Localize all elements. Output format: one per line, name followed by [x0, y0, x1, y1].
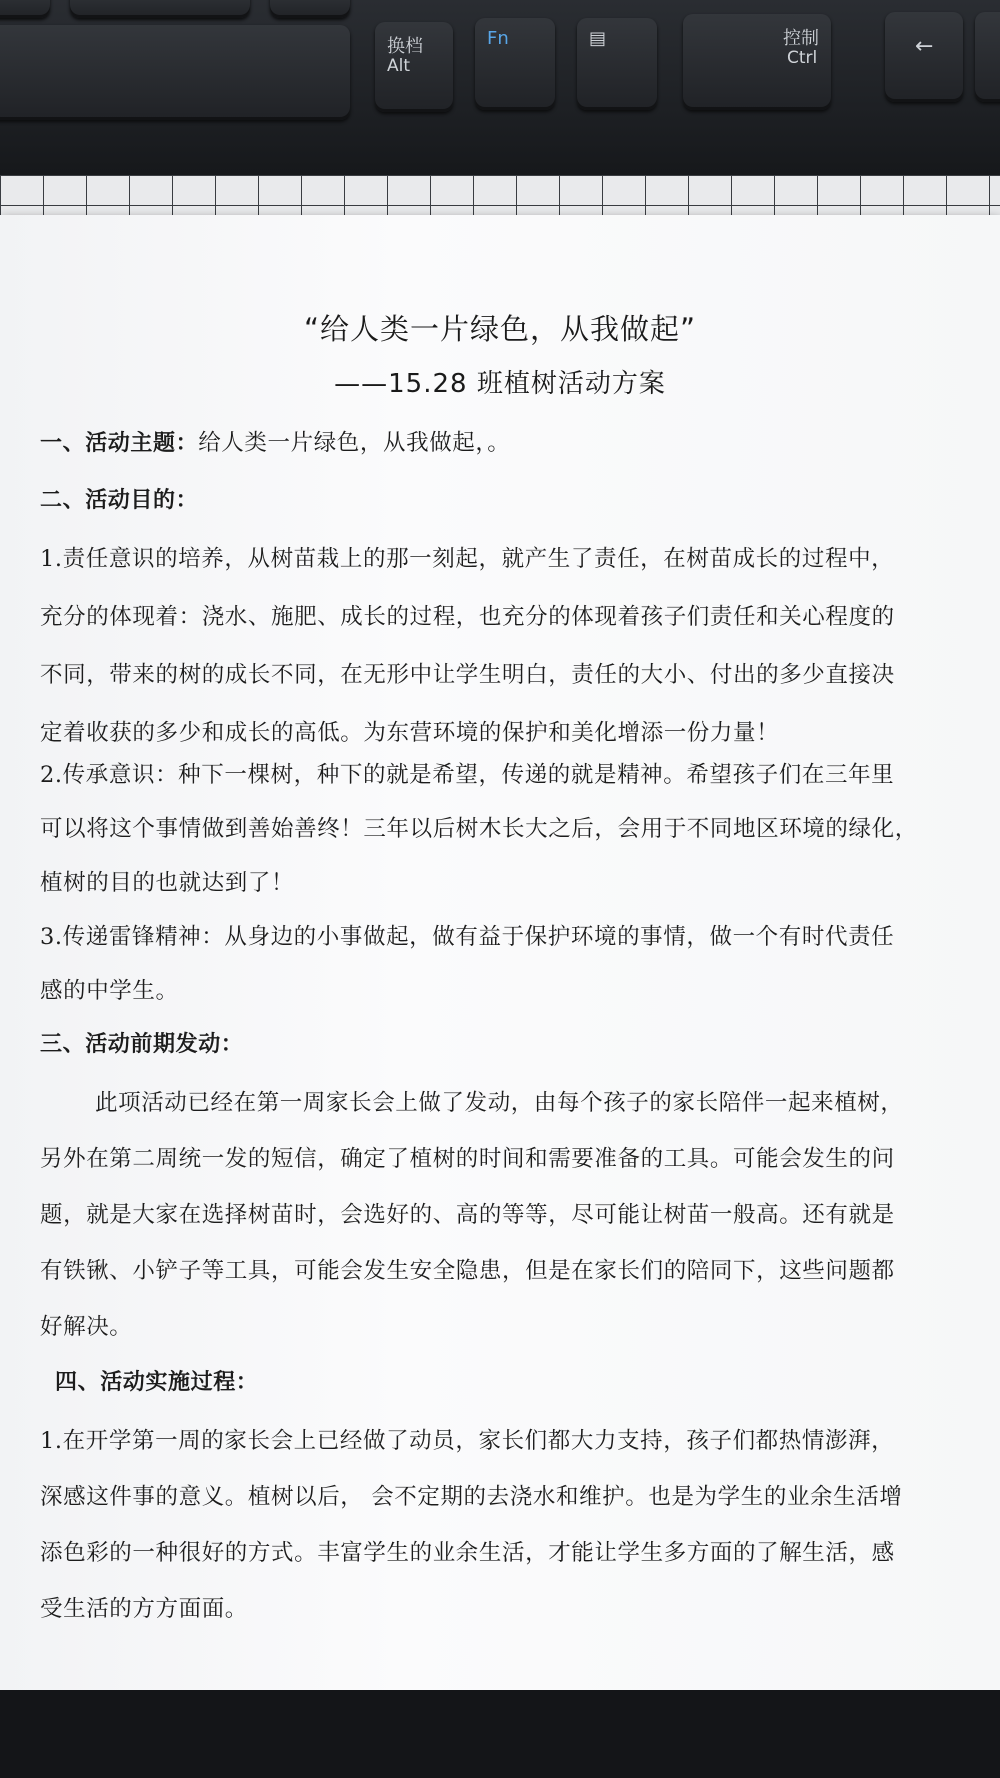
paragraph-line: 定着收获的多少和成长的高低。为东营环境的保护和美化增添一份力量！ [40, 720, 780, 746]
paragraph-line: 感的中学生。 [40, 978, 179, 1004]
document-title: “给人类一片绿色，从我做起” [303, 312, 697, 346]
paragraph-line: 1.在开学第一周的家长会上已经做了动员，家长们都大力支持，孩子们都热情澎湃， [40, 1428, 895, 1454]
paragraph-line: 3.传递雷锋精神：从身边的小事做起，做有益于保护环境的事情，做一个有时代责任 [40, 924, 895, 950]
alt-key [375, 22, 453, 112]
key-space-bar [0, 25, 350, 120]
section1-text: 给人类一片绿色，从我做起，。 [198, 430, 511, 456]
paragraph-line: 另外在第二周统一发的短信，确定了植树的时间和需要准备的工具。可能会发生的问 [40, 1146, 895, 1172]
paragraph-line: 有铁锹、小铲子等工具，可能会发生安全隐患，但是在家长们的陪同下，这些问题都 [40, 1258, 895, 1284]
fn-key [475, 18, 555, 110]
menu-icon: ▤ [589, 28, 607, 49]
keyboard-background [0, 0, 1000, 175]
section2-heading: 二、活动目的： [40, 487, 199, 513]
paragraph-line: 添色彩的一种很好的方式。丰富学生的业余生活，才能让学生多方面的了解生活，感 [40, 1540, 895, 1566]
paragraph-line: 题，就是大家在选择树苗时，会选好的、高的等等，尽可能让树苗一般高。还有就是 [40, 1202, 895, 1228]
ctrl-key [683, 14, 831, 110]
menu-key [577, 18, 657, 110]
paragraph-line: 不同，带来的树的成长不同，在无形中让学生明白，责任的大小、付出的多少直接决 [40, 662, 895, 688]
fn-key-label: Fn [487, 28, 509, 49]
key-right-partial [975, 12, 1000, 102]
document-subtitle: ——15.28 班植树活动方案 [334, 369, 666, 399]
paragraph-line: 好解决。 [40, 1314, 133, 1340]
document-paper [0, 215, 1000, 1690]
paragraph-line: 1.责任意识的培养，从树苗栽上的那一刻起，就产生了责任，在树苗成长的过程中， [40, 546, 895, 572]
ctrl-key-top-label: 控制 [783, 28, 819, 49]
paragraph-line: 植树的目的也就达到了！ [40, 870, 295, 896]
section1-heading: 一、活动主题： [40, 430, 199, 456]
paragraph-line: 2.传承意识：种下一棵树，种下的就是希望，传递的就是精神。希望孩子们在三年里 [40, 762, 895, 788]
key-top-row-2 [270, 0, 350, 18]
paragraph-line: 可以将这个事情做到善始善终！三年以后树木长大之后，会用于不同地区环境的绿化， [40, 816, 918, 842]
paragraph-line: 充分的体现着：浇水、施肥、成长的过程，也充分的体现着孩子们责任和关心程度的 [40, 604, 895, 630]
arrow-left-key [885, 12, 963, 102]
alt-key-bottom-label: Alt [387, 56, 411, 76]
arrow-left-icon: ← [915, 34, 934, 59]
section4-heading: 四、活动实施过程： [55, 1369, 259, 1395]
ctrl-key-bottom-label: Ctrl [787, 48, 818, 68]
paragraph-line: 深感这件事的意义。植树以后， 会不定期的去浇水和维护。也是为学生的业余生活增 [40, 1484, 903, 1510]
table-shadow-bottom [0, 1690, 1000, 1778]
key-left-partial [0, 0, 50, 18]
section1-line [40, 425, 970, 457]
key-top-row [70, 0, 250, 18]
alt-key-top-label: 换档 [387, 36, 423, 57]
paragraph-line: 此项活动已经在第一周家长会上做了发动，由每个孩子的家长陪伴一起来植树， [95, 1090, 904, 1116]
paragraph-line: 受生活的方方面面。 [40, 1596, 248, 1622]
section3-heading: 三、活动前期发动： [40, 1031, 244, 1057]
